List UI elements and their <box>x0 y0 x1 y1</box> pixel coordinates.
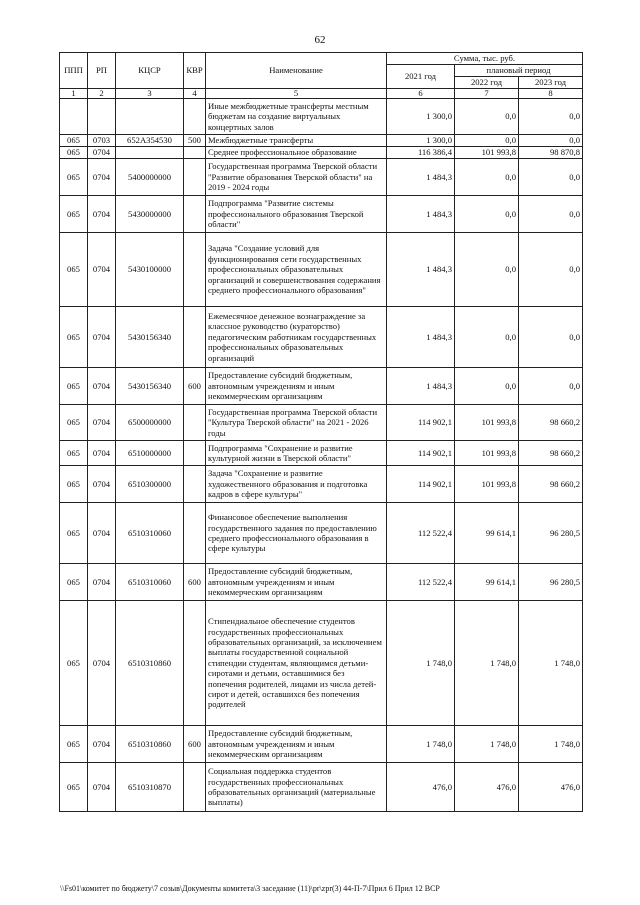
row-rp: 0704 <box>88 503 116 564</box>
row-rp: 0704 <box>88 564 116 601</box>
row-amount-2023: 0,0 <box>519 159 583 196</box>
row-amount-2021: 1 484,3 <box>387 233 455 307</box>
row-amount-2021: 1 748,0 <box>387 601 455 726</box>
row-amount-2021: 1 300,0 <box>387 99 455 135</box>
table-row <box>60 726 583 763</box>
row-amount-2022: 99 614,1 <box>455 503 519 564</box>
row-kcsr: 6510310860 <box>116 601 184 726</box>
row-kvr <box>184 601 206 726</box>
row-kcsr: 6510300000 <box>116 466 184 503</box>
row-amount-2021: 116 386,4 <box>387 147 455 159</box>
row-amount-2023: 0,0 <box>519 368 583 405</box>
row-amount-2023: 1 748,0 <box>519 601 583 726</box>
row-rp: 0704 <box>88 368 116 405</box>
column-number: 3 <box>116 89 184 99</box>
row-rp: 0704 <box>88 601 116 726</box>
table-row <box>60 147 583 159</box>
column-number: 6 <box>387 89 455 99</box>
row-kvr <box>184 763 206 812</box>
row-amount-2022: 476,0 <box>455 763 519 812</box>
row-name: Стипендиальное обеспечение студентов государственных профессиональных образовательных организаций, за исключением выплаты государственной социальной стипендии студентам, являющимся детьми-сиротами и детьми, оставшимися без попечения родителей, лицами из числа детей-сирот и детей, оставшихся без попечения родителей <box>206 601 387 726</box>
row-amount-2022: 0,0 <box>455 99 519 135</box>
row-name: Предоставление субсидий бюджетным, автономным учреждениям и иным некоммерческим организациям <box>206 726 387 763</box>
row-kcsr <box>116 99 184 135</box>
table-row <box>60 503 583 564</box>
row-kvr <box>184 159 206 196</box>
row-amount-2022: 0,0 <box>455 135 519 147</box>
row-amount-2022: 0,0 <box>455 368 519 405</box>
row-kvr: 600 <box>184 726 206 763</box>
table-row <box>60 405 583 441</box>
row-amount-2021: 1 484,3 <box>387 307 455 368</box>
row-amount-2022: 101 993,8 <box>455 147 519 159</box>
row-ppp: 065 <box>60 405 88 441</box>
row-kcsr: 6510310860 <box>116 726 184 763</box>
row-kcsr: 6510000000 <box>116 441 184 466</box>
row-kcsr: 652A354530 <box>116 135 184 147</box>
column-number: 5 <box>206 89 387 99</box>
row-ppp <box>60 99 88 135</box>
row-ppp: 065 <box>60 441 88 466</box>
header-year-2023: 2023 год <box>519 77 583 89</box>
row-amount-2022: 1 748,0 <box>455 726 519 763</box>
row-rp: 0704 <box>88 147 116 159</box>
column-number: 2 <box>88 89 116 99</box>
row-amount-2023: 98 870,8 <box>519 147 583 159</box>
row-name: Задача "Сохранение и развитие художественного образования и подготовка кадров в сфере культуры" <box>206 466 387 503</box>
table-row <box>60 233 583 307</box>
row-kcsr: 5430100000 <box>116 233 184 307</box>
row-name: Государственная программа Тверской области "Развитие образования Тверской области" на 2019 - 2024 годы <box>206 159 387 196</box>
row-kvr <box>184 405 206 441</box>
page-number: 62 <box>314 34 326 46</box>
header-year-2021: 2021 год <box>387 65 455 89</box>
row-ppp: 065 <box>60 466 88 503</box>
row-amount-2023: 0,0 <box>519 135 583 147</box>
row-amount-2022: 101 993,8 <box>455 466 519 503</box>
row-amount-2022: 0,0 <box>455 159 519 196</box>
row-name: Межбюджетные трансферты <box>206 135 387 147</box>
row-kvr <box>184 147 206 159</box>
row-kcsr: 5400000000 <box>116 159 184 196</box>
row-name: Государственная программа Тверской области "Культура Тверской области" на 2021 - 2026 годы <box>206 405 387 441</box>
budget-table <box>59 52 583 812</box>
row-amount-2021: 114 902,1 <box>387 441 455 466</box>
row-amount-2021: 112 522,4 <box>387 503 455 564</box>
header-sum: Сумма, тыс. руб. <box>387 53 583 65</box>
row-ppp: 065 <box>60 135 88 147</box>
row-rp: 0703 <box>88 135 116 147</box>
table-row <box>60 441 583 466</box>
row-amount-2021: 1 484,3 <box>387 159 455 196</box>
row-name: Подпрограмма "Сохранение и развитие культурной жизни в Тверской области" <box>206 441 387 466</box>
table-row <box>60 564 583 601</box>
row-kcsr: 5430156340 <box>116 307 184 368</box>
table-row <box>60 159 583 196</box>
row-amount-2021: 112 522,4 <box>387 564 455 601</box>
row-ppp: 065 <box>60 196 88 233</box>
row-rp: 0704 <box>88 763 116 812</box>
header-ppp: ППП <box>60 53 88 89</box>
table-row <box>60 601 583 726</box>
row-kvr <box>184 441 206 466</box>
row-rp: 0704 <box>88 307 116 368</box>
row-amount-2022: 0,0 <box>455 196 519 233</box>
column-number: 7 <box>455 89 519 99</box>
row-amount-2023: 98 660,2 <box>519 405 583 441</box>
column-number: 1 <box>60 89 88 99</box>
header-rp: РП <box>88 53 116 89</box>
table-row <box>60 99 583 135</box>
row-name: Финансовое обеспечение выполнения государственного задания по предоставлению среднего профессионального образования в сфере культуры <box>206 503 387 564</box>
row-kvr <box>184 503 206 564</box>
row-kcsr: 6510310060 <box>116 503 184 564</box>
row-amount-2023: 96 280,5 <box>519 564 583 601</box>
row-amount-2023: 0,0 <box>519 99 583 135</box>
row-amount-2023: 0,0 <box>519 233 583 307</box>
row-amount-2021: 476,0 <box>387 763 455 812</box>
table-body <box>60 53 583 812</box>
row-kvr: 500 <box>184 135 206 147</box>
row-kvr: 600 <box>184 564 206 601</box>
row-kvr <box>184 466 206 503</box>
row-kcsr <box>116 147 184 159</box>
row-amount-2023: 1 748,0 <box>519 726 583 763</box>
table-row <box>60 135 583 147</box>
header-name: Наименование <box>206 53 387 89</box>
row-ppp: 065 <box>60 147 88 159</box>
header-kcsr: КЦСР <box>116 53 184 89</box>
row-ppp: 065 <box>60 763 88 812</box>
row-ppp: 065 <box>60 726 88 763</box>
column-number: 8 <box>519 89 583 99</box>
header-row <box>60 53 583 65</box>
row-rp: 0704 <box>88 405 116 441</box>
row-kvr <box>184 196 206 233</box>
row-name: Социальная поддержка студентов государственных профессиональных образовательных организаций (материальные выплаты) <box>206 763 387 812</box>
row-name: Предоставление субсидий бюджетным, автономным учреждениям и иным некоммерческим организациям <box>206 368 387 405</box>
row-kvr <box>184 233 206 307</box>
row-rp <box>88 99 116 135</box>
row-rp: 0704 <box>88 233 116 307</box>
row-kcsr: 5430000000 <box>116 196 184 233</box>
row-ppp: 065 <box>60 307 88 368</box>
table-row <box>60 763 583 812</box>
row-amount-2021: 1 300,0 <box>387 135 455 147</box>
header-kvr: КВР <box>184 53 206 89</box>
row-ppp: 065 <box>60 601 88 726</box>
row-kvr <box>184 99 206 135</box>
row-amount-2023: 0,0 <box>519 307 583 368</box>
header-planned-period: плановый период <box>455 65 583 77</box>
row-ppp: 065 <box>60 233 88 307</box>
row-kcsr: 5430156340 <box>116 368 184 405</box>
row-name: Подпрограмма "Развитие системы профессионального образования Тверской области" <box>206 196 387 233</box>
header-year-2022: 2022 год <box>455 77 519 89</box>
row-kvr <box>184 307 206 368</box>
row-amount-2022: 101 993,8 <box>455 441 519 466</box>
row-amount-2023: 0,0 <box>519 196 583 233</box>
row-name: Иные межбюджетные трансферты местным бюджетам на создание виртуальных концертных залов <box>206 99 387 135</box>
row-rp: 0704 <box>88 441 116 466</box>
row-amount-2021: 114 902,1 <box>387 405 455 441</box>
row-amount-2021: 114 902,1 <box>387 466 455 503</box>
row-amount-2022: 101 993,8 <box>455 405 519 441</box>
row-ppp: 065 <box>60 564 88 601</box>
row-amount-2022: 0,0 <box>455 307 519 368</box>
row-amount-2022: 99 614,1 <box>455 564 519 601</box>
column-number: 4 <box>184 89 206 99</box>
row-amount-2021: 1 748,0 <box>387 726 455 763</box>
row-amount-2023: 96 280,5 <box>519 503 583 564</box>
column-number-row <box>60 89 583 99</box>
row-kcsr: 6500000000 <box>116 405 184 441</box>
row-rp: 0704 <box>88 726 116 763</box>
row-rp: 0704 <box>88 196 116 233</box>
row-ppp: 065 <box>60 159 88 196</box>
row-kvr: 600 <box>184 368 206 405</box>
table-row <box>60 196 583 233</box>
table-row <box>60 307 583 368</box>
row-amount-2022: 1 748,0 <box>455 601 519 726</box>
row-ppp: 065 <box>60 503 88 564</box>
file-path-footer: \\Fs01\комитет по бюджету\7 созыв\Документы комитета\3 заседание (11)\pr\zpr(3) 44-П-7\Прил 6 Прил 12 ВСР <box>60 884 440 893</box>
row-rp: 0704 <box>88 159 116 196</box>
table-row <box>60 368 583 405</box>
row-name: Задача "Создание условий для функционирования сети государственных профессиональных образовательных организаций и совершенствования содержания среднего профессионального образования" <box>206 233 387 307</box>
row-rp: 0704 <box>88 466 116 503</box>
row-kcsr: 6510310870 <box>116 763 184 812</box>
row-amount-2021: 1 484,3 <box>387 368 455 405</box>
row-name: Предоставление субсидий бюджетным, автономным учреждениям и иным некоммерческим организациям <box>206 564 387 601</box>
row-ppp: 065 <box>60 368 88 405</box>
row-amount-2023: 98 660,2 <box>519 466 583 503</box>
row-amount-2023: 98 660,2 <box>519 441 583 466</box>
row-name: Ежемесячное денежное вознаграждение за классное руководство (кураторство) педагогическим работникам государственных профессиональных образовательных организаций <box>206 307 387 368</box>
table-row <box>60 466 583 503</box>
row-amount-2021: 1 484,3 <box>387 196 455 233</box>
row-amount-2023: 476,0 <box>519 763 583 812</box>
row-amount-2022: 0,0 <box>455 233 519 307</box>
row-name: Среднее профессиональное образование <box>206 147 387 159</box>
row-kcsr: 6510310060 <box>116 564 184 601</box>
